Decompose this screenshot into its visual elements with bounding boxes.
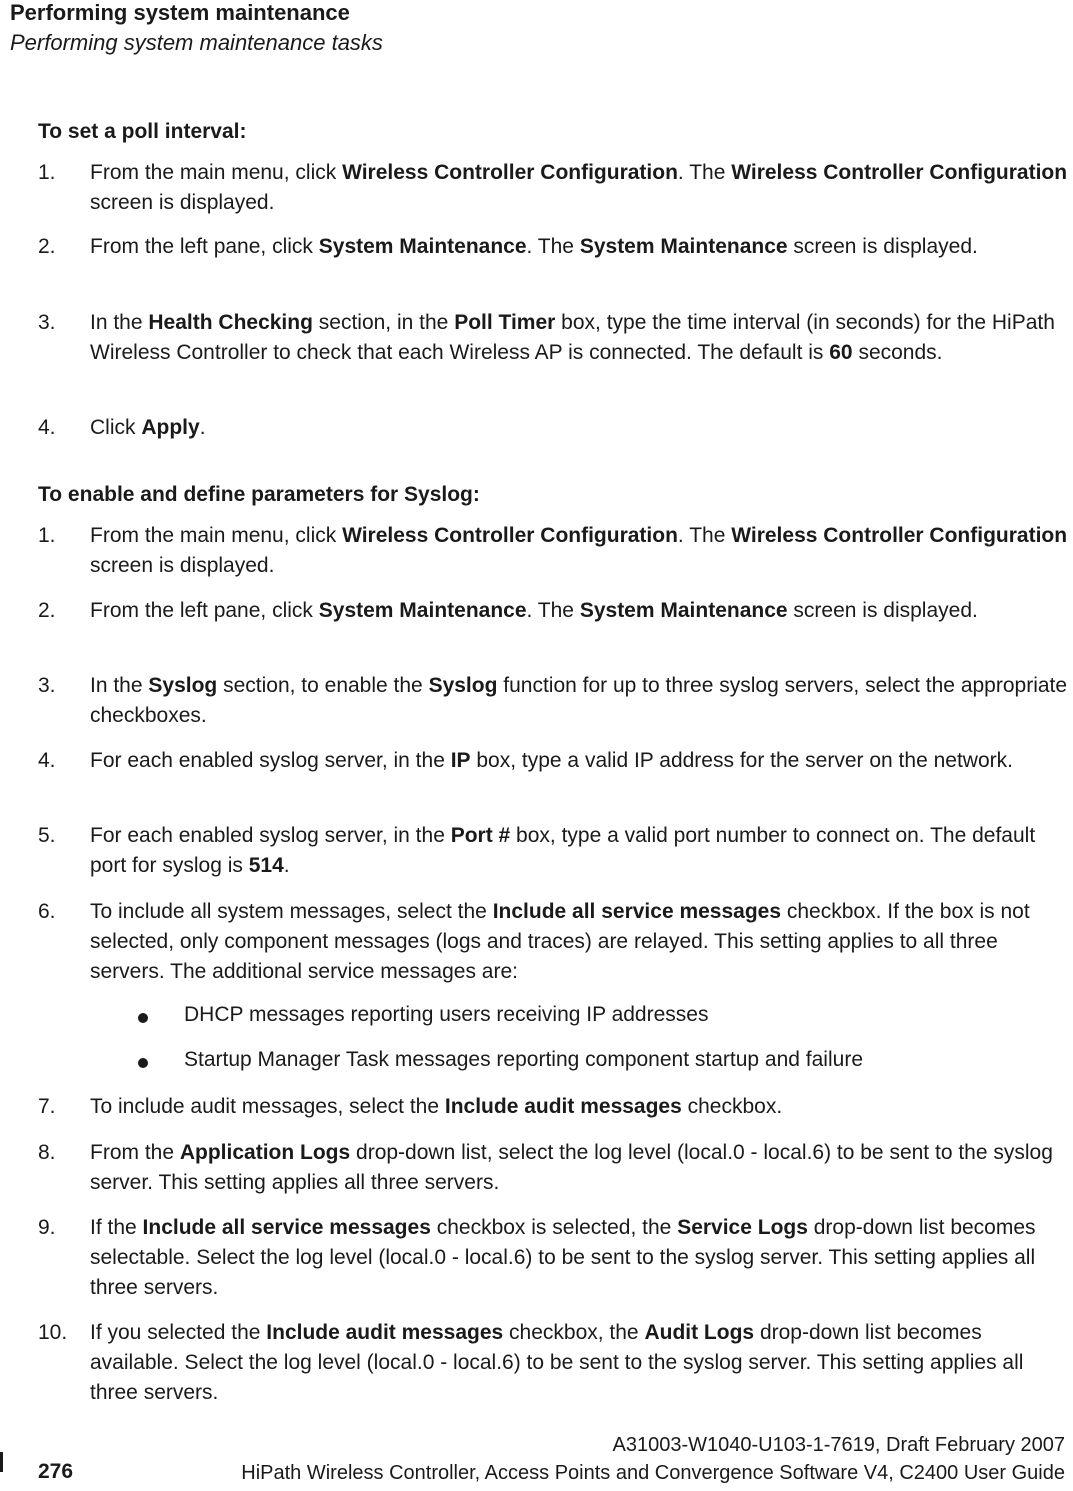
step-number: 5. [38,824,56,847]
step-number: 1. [38,161,56,184]
bullet-dot [138,1058,148,1068]
footer-page-number: 276 [38,1460,74,1483]
step-text: To include audit messages, select the Include audit messages checkbox. [90,1095,783,1118]
step-number: 3. [38,674,56,697]
bullet-dot [138,1013,148,1023]
page-header-subtitle: Performing system maintenance tasks [10,30,383,55]
poll-section-title: To set a poll interval: [38,120,247,143]
step-text: In the Syslog section, to enable the Syslog function for up to three syslog servers, select the appropriate checkboxes. [90,674,1068,727]
step-text: From the main menu, click Wireless Controller Configuration. The Wireless Controller Configuration screen is displayed. [90,161,1068,214]
step-text: If you selected the Include audit messages checkbox, the Audit Logs drop-down list becomes available. Select the log level (local.0 - local.6) to be sent to the syslog server. This setting applies all three servers. [90,1321,1024,1404]
footer-guide-title: HiPath Wireless Controller, Access Points and Convergence Software V4, C2400 User Guide [241,1462,1065,1484]
step-number: 3. [38,311,56,334]
step-text: If the Include all service messages checkbox is selected, the Service Logs drop-down list becomes selectable. Select the log level (local.0 - local.6) to be sent to the syslog server. This setting applies all three servers. [90,1216,1036,1299]
step-number: 9. [38,1216,56,1239]
step-number: 4. [38,749,56,772]
footer-bar [0,1452,3,1472]
step-text: From the main menu, click Wireless Controller Configuration. The Wireless Controller Configuration screen is displayed. [90,524,1068,577]
step-text: From the Application Logs drop-down list, select the log level (local.0 - local.6) to be sent to the syslog server. This setting applies all three servers. [90,1141,1053,1194]
bullet-text: Startup Manager Task messages reporting component startup and failure [184,1048,863,1071]
step-number: 6. [38,900,56,923]
step-text: From the left pane, click System Maintenance. The System Maintenance screen is displayed. [90,235,978,258]
step-text: To include all system messages, select the Include all service messages checkbox. If the box is not selected, only component messages (logs and traces) are relayed. This setting applies to all three servers. The additional service messages are: [90,900,1030,983]
step-number: 1. [38,524,56,547]
step-number: 2. [38,599,56,622]
step-text: Click Apply. [90,416,206,439]
footer-doc-id: A31003-W1040-U103-1-7619, Draft February 2007 [612,1434,1065,1456]
step-number: 2. [38,235,56,258]
step-text: For each enabled syslog server, in the Port # box, type a valid port number to connect on. The default port for syslog is 514. [90,824,1036,877]
syslog-section-title: To enable and define parameters for Syslog: [38,483,480,506]
step-number: 10. [38,1321,68,1344]
bullet-text: DHCP messages reporting users receiving IP addresses [184,1003,709,1026]
step-text: For each enabled syslog server, in the IP box, type a valid IP address for the server on the network. [90,749,1013,772]
page-header-title: Performing system maintenance [10,0,350,25]
step-number: 7. [38,1095,56,1118]
step-number: 8. [38,1141,56,1164]
step-text: In the Health Checking section, in the Poll Timer box, type the time interval (in seconds) for the HiPath Wireless Controller to check that each Wireless AP is connected. The default is 60 seconds. [90,311,1055,364]
step-text: From the left pane, click System Maintenance. The System Maintenance screen is displayed. [90,599,978,622]
step-number: 4. [38,416,56,439]
